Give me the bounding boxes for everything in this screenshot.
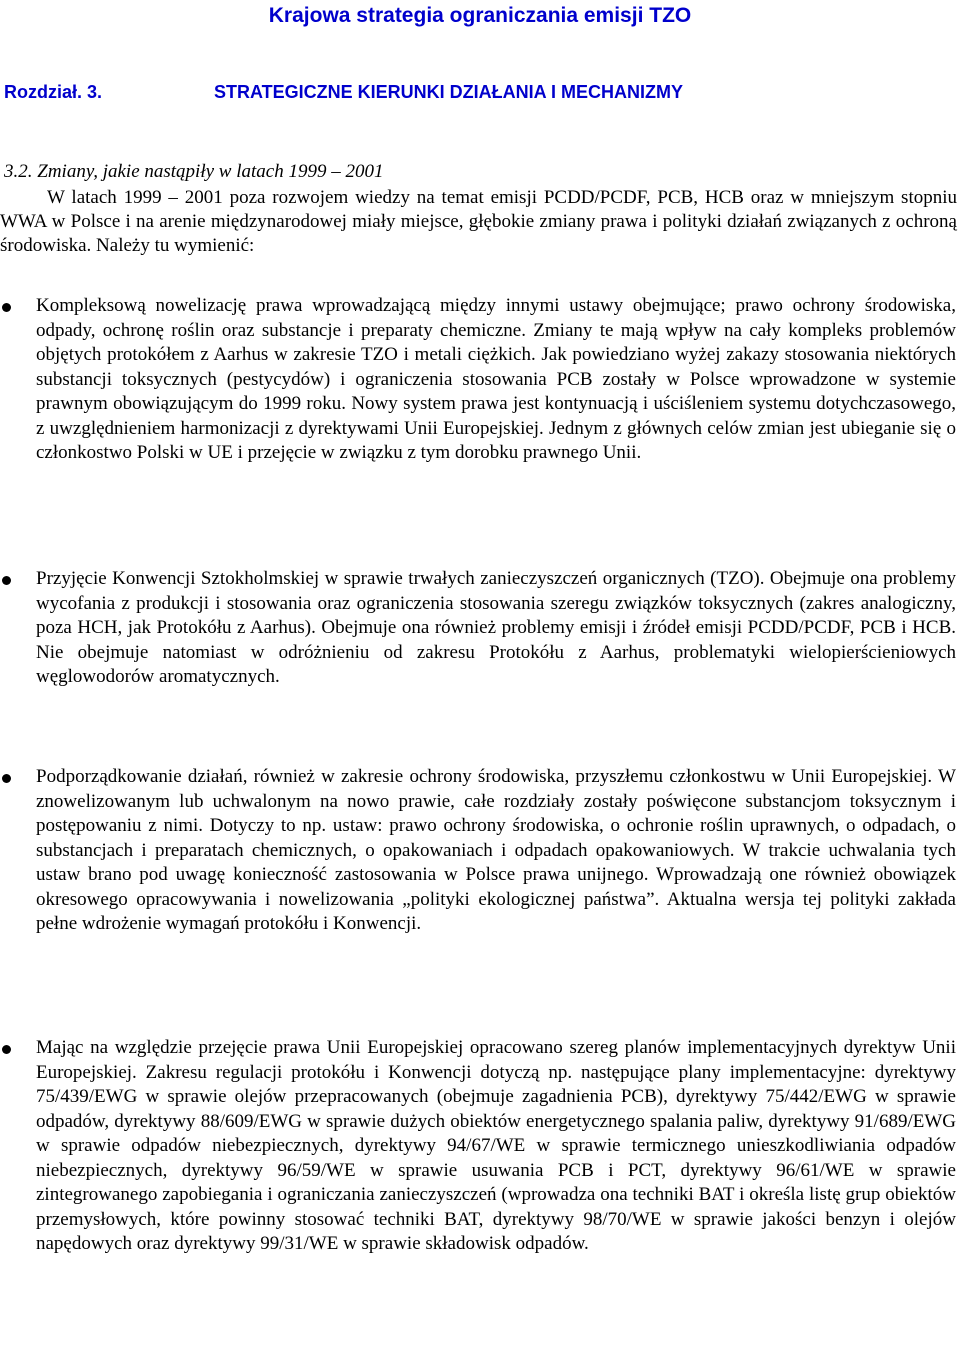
chapter-heading — [4, 80, 954, 104]
list-item-text: Kompleksową nowelizację prawa wprowadzającą między innymi ustawy obejmujące; prawo ochrony środowiska, odpady, ochronę roślin oraz substancje i preparaty chemiczne. Zmiany te mają wpływ na cały kompleks problemów objętych protokółem z Aarhus w zakresie TZO i metali ciężkich. Jak powiedziano wyżej zakazy stosowania niektórych substancji toksycznych (pestycydów) i ograniczenia stosowania PCB zostały w Polsce wprowadzone w systemie prawnym obowiązującym do 1999 roku. Nowy system prawa jest kontynuacją i uściśleniem systemu dotychczasowego, z uwzględnieniem harmonizacji z dyrektywami Unii Europejskiej. Jednym z głównych celów zmian jest ubieganie się o członkostwo Polski w UE i przejęcie w związku z tym dorobku prawnego Unii. — [36, 295, 956, 463]
list-item-text: Podporządkowanie działań, również w zakresie ochrony środowiska, przyszłemu członkostwu w Unii Europejskiej. W znowelizowanym lub uchwalonym na nowo prawie, całe rozdziały zostały poświęcone substancjom toksycznym i postępowaniu z nimi. Dotyczy to np. ustaw: prawo ochrony środowiska, o ochronie roślin uprawnych, o odpadach, o substancjach i preparatach chemicznych, o opakowaniach i odpadach opakowaniowych. W trakcie uchwalania tych ustaw brano pod uwagę konieczność zastosowania w Polsce prawa unijnego. Wprowadzają one również obowiązek okresowego opracowywania i nowelizowania „polityki ekologicznej państwa”. Aktualna wersja tej polityki zakłada pełne wdrożenie wymagań protokółu i Konwencji. — [36, 766, 956, 934]
list-item — [0, 294, 960, 466]
chapter-title: STRATEGICZNE KIERUNKI DZIAŁANIA I MECHANIZMY — [214, 82, 683, 102]
bullet-icon — [2, 576, 11, 585]
chapter-number: Rozdział. 3. — [4, 82, 103, 102]
bullet-icon — [2, 303, 11, 312]
list-item — [0, 1036, 960, 1257]
list-item — [0, 765, 960, 937]
section-title: 3.2. Zmiany, jakie nastąpiły w latach 1999 – 2001 — [4, 161, 384, 182]
bullet-icon — [2, 1045, 11, 1054]
list-item-text: Mając na względzie przejęcie prawa Unii Europejskiej opracowano szereg planów implementacyjnych dyrektyw Unii Europejskiej. Zakresu regulacji protokółu i Konwencji dotyczą np. następujące plany implementacyjne: dyrektywy 75/439/EWG w sprawie olejów przepracowanych (obejmuje zagadnienia PCB), dyrektywy 75/442/EWG w sprawie odpadów, dyrektywy 88/609/EWG w sprawie dużych obiektów energetycznego spalania paliw, dyrektywy 91/689/EWG w sprawie odpadów niebezpiecznych, dyrektywy 94/67/WE w sprawie termicznego unieszkodliwiania odpadów niebezpiecznych, dyrektywy 96/59/WE w sprawie usuwania PCB i PCT, dyrektywy 96/61/WE w sprawie zintegrowanego zapobiegania i ograniczania zanieczyszczeń (wprowadza ona techniki BAT i określa listę grup obiektów przemysłowych, które powinny stosować techniki BAT, dyrektywy 98/70/WE w sprawie jakości benzyn i olejów napędowych oraz dyrektywy 99/31/WE w sprawie składowisk odpadów. — [36, 1037, 956, 1254]
document-title: Krajowa strategia ograniczania emisji TZO — [268, 4, 692, 27]
intro-paragraph — [0, 186, 957, 258]
list-item-text: Przyjęcie Konwencji Sztokholmskiej w sprawie trwałych zanieczyszczeń organicznych (TZO). Obejmuje ona problemy wycofania z produkcji i stosowania oraz ograniczenia stosowania szeregu związków toksycznych (zakres analogiczny, poza HCH, jak Protokółu z Aarhus). Obejmuje ona również problemy emisji i źródeł emisji PCDD/PCDF, PCB i HCB. Nie obejmuje natomiast w odróżnieniu od zakresu Protokółu z Aarhus, problematyki wielopierścieniowych węglowodorów aromatycznych. — [36, 568, 956, 687]
intro-text: W latach 1999 – 2001 poza rozwojem wiedzy na temat emisji PCDD/PCDF, PCB, HCB oraz w mniejszym stopniu WWA w Polsce i na arenie międzynarodowej miały miejsce, głębokie zmiany prawa i polityki działań związanych z ochroną środowiska. Należy tu wymienić: — [0, 187, 957, 256]
bullet-icon — [2, 774, 11, 783]
list-item — [0, 567, 960, 690]
